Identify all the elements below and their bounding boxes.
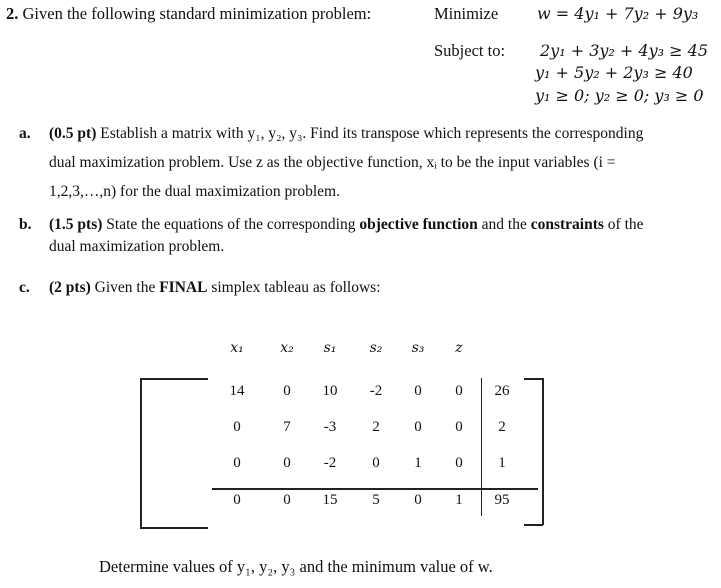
tableau-cell: 10 [322,383,338,399]
problem-number: 2. [6,4,19,23]
part-a [19,120,709,210]
tableau-cell: 0 [414,419,422,435]
tableau-cell: 2 [372,419,380,435]
part-a-line3: 1,2,3,…,n) for the dual maximization problem. [49,183,340,200]
tableau-cell: 14 [229,383,245,399]
tableau-cell: 26 [494,383,510,399]
tableau-cell: 2 [498,419,506,435]
tableau-cell: 0 [372,455,380,471]
part-c-marker: c. [19,279,30,296]
tableau-header: z [455,340,463,356]
part-b-points: (1.5 pts) [49,216,103,233]
right-bracket-top [524,378,543,380]
right-bracket-bottom [524,524,543,526]
constraint-2: y₁ + 5y₂ + 2y₃ ≥ 40 [535,63,693,82]
tableau-cell: 1 [455,492,463,508]
problem-title [6,4,371,24]
part-c-bold1: FINAL [159,279,208,296]
problem-title-text: Given the following standard minimization problem: [18,4,372,23]
constraint-1: 2y₁ + 3y₂ + 4y₃ ≥ 45 [540,41,708,60]
subject-to-label: Subject to: [434,41,506,60]
left-bracket [140,378,142,528]
part-c-text2: simplex tableau as follows: [207,279,381,296]
part-b-text2: and the [477,216,531,233]
tableau-cell: 1 [414,455,422,471]
tableau-cell: 0 [283,492,291,508]
tableau-cell: 5 [372,492,380,508]
part-b [19,214,709,264]
tableau-cell: 15 [322,492,338,508]
tableau-header: x₂ [280,340,294,356]
tableau-cell: 0 [414,383,422,399]
part-b-text3: of the [603,216,644,233]
tableau-cell: 0 [233,492,241,508]
tableau-cell: 0 [283,455,291,471]
tableau-cell: 0 [283,383,291,399]
part-b-text1: State the equations of the corresponding [102,216,360,233]
tableau-cell: 0 [455,383,463,399]
tableau-cell: 0 [455,419,463,435]
rhs-divider [481,378,482,516]
tableau-header: s₃ [411,340,425,356]
part-a-line2: dual maximization problem. Use z as the objective function, xᵢ to be the input variables (i = [49,154,616,171]
part-b-marker: b. [19,216,32,233]
tableau-cell: 0 [233,455,241,471]
tableau-cell: 0 [233,419,241,435]
objective-row-divider [212,488,538,490]
left-bracket-bottom [140,527,208,529]
tableau-cell: -2 [323,455,337,471]
tableau-header: s₁ [323,340,337,356]
tableau-cell: 0 [455,455,463,471]
tableau-cell: 1 [498,455,506,471]
tableau-cell: 0 [414,492,422,508]
constraint-3: y₁ ≥ 0; y₂ ≥ 0; y₃ ≥ 0 [535,86,704,105]
right-bracket [542,378,544,525]
tableau-cell: 7 [283,419,291,435]
part-a-marker: a. [19,125,31,142]
objective-function: w = 4y₁ + 7y₂ + 9y₃ [537,4,699,23]
part-b-bold2: constraints [530,216,604,233]
part-c [19,274,709,304]
left-bracket-top [140,378,208,380]
part-b-line2: dual maximization problem. [49,238,225,255]
tableau-header: x₁ [230,340,244,356]
part-b-bold1: objective function [359,216,478,233]
tableau-header: s₂ [369,340,383,356]
tableau-cell: 95 [494,492,510,508]
closing-question: Determine values of y₁, y₂, y₃ and the minimum value of w. [99,557,493,576]
tableau-cell: -2 [369,383,383,399]
part-c-points: (2 pts) [49,279,91,296]
part-a-points: (0.5 pt) [49,125,97,142]
part-c-text1: Given the [90,279,160,296]
tableau-cell: -3 [323,419,337,435]
minimize-label: Minimize [434,4,499,23]
part-a-line1: Establish a matrix with y₁, y₂, y₃. Find its transpose which represents the corresponding [96,125,644,142]
